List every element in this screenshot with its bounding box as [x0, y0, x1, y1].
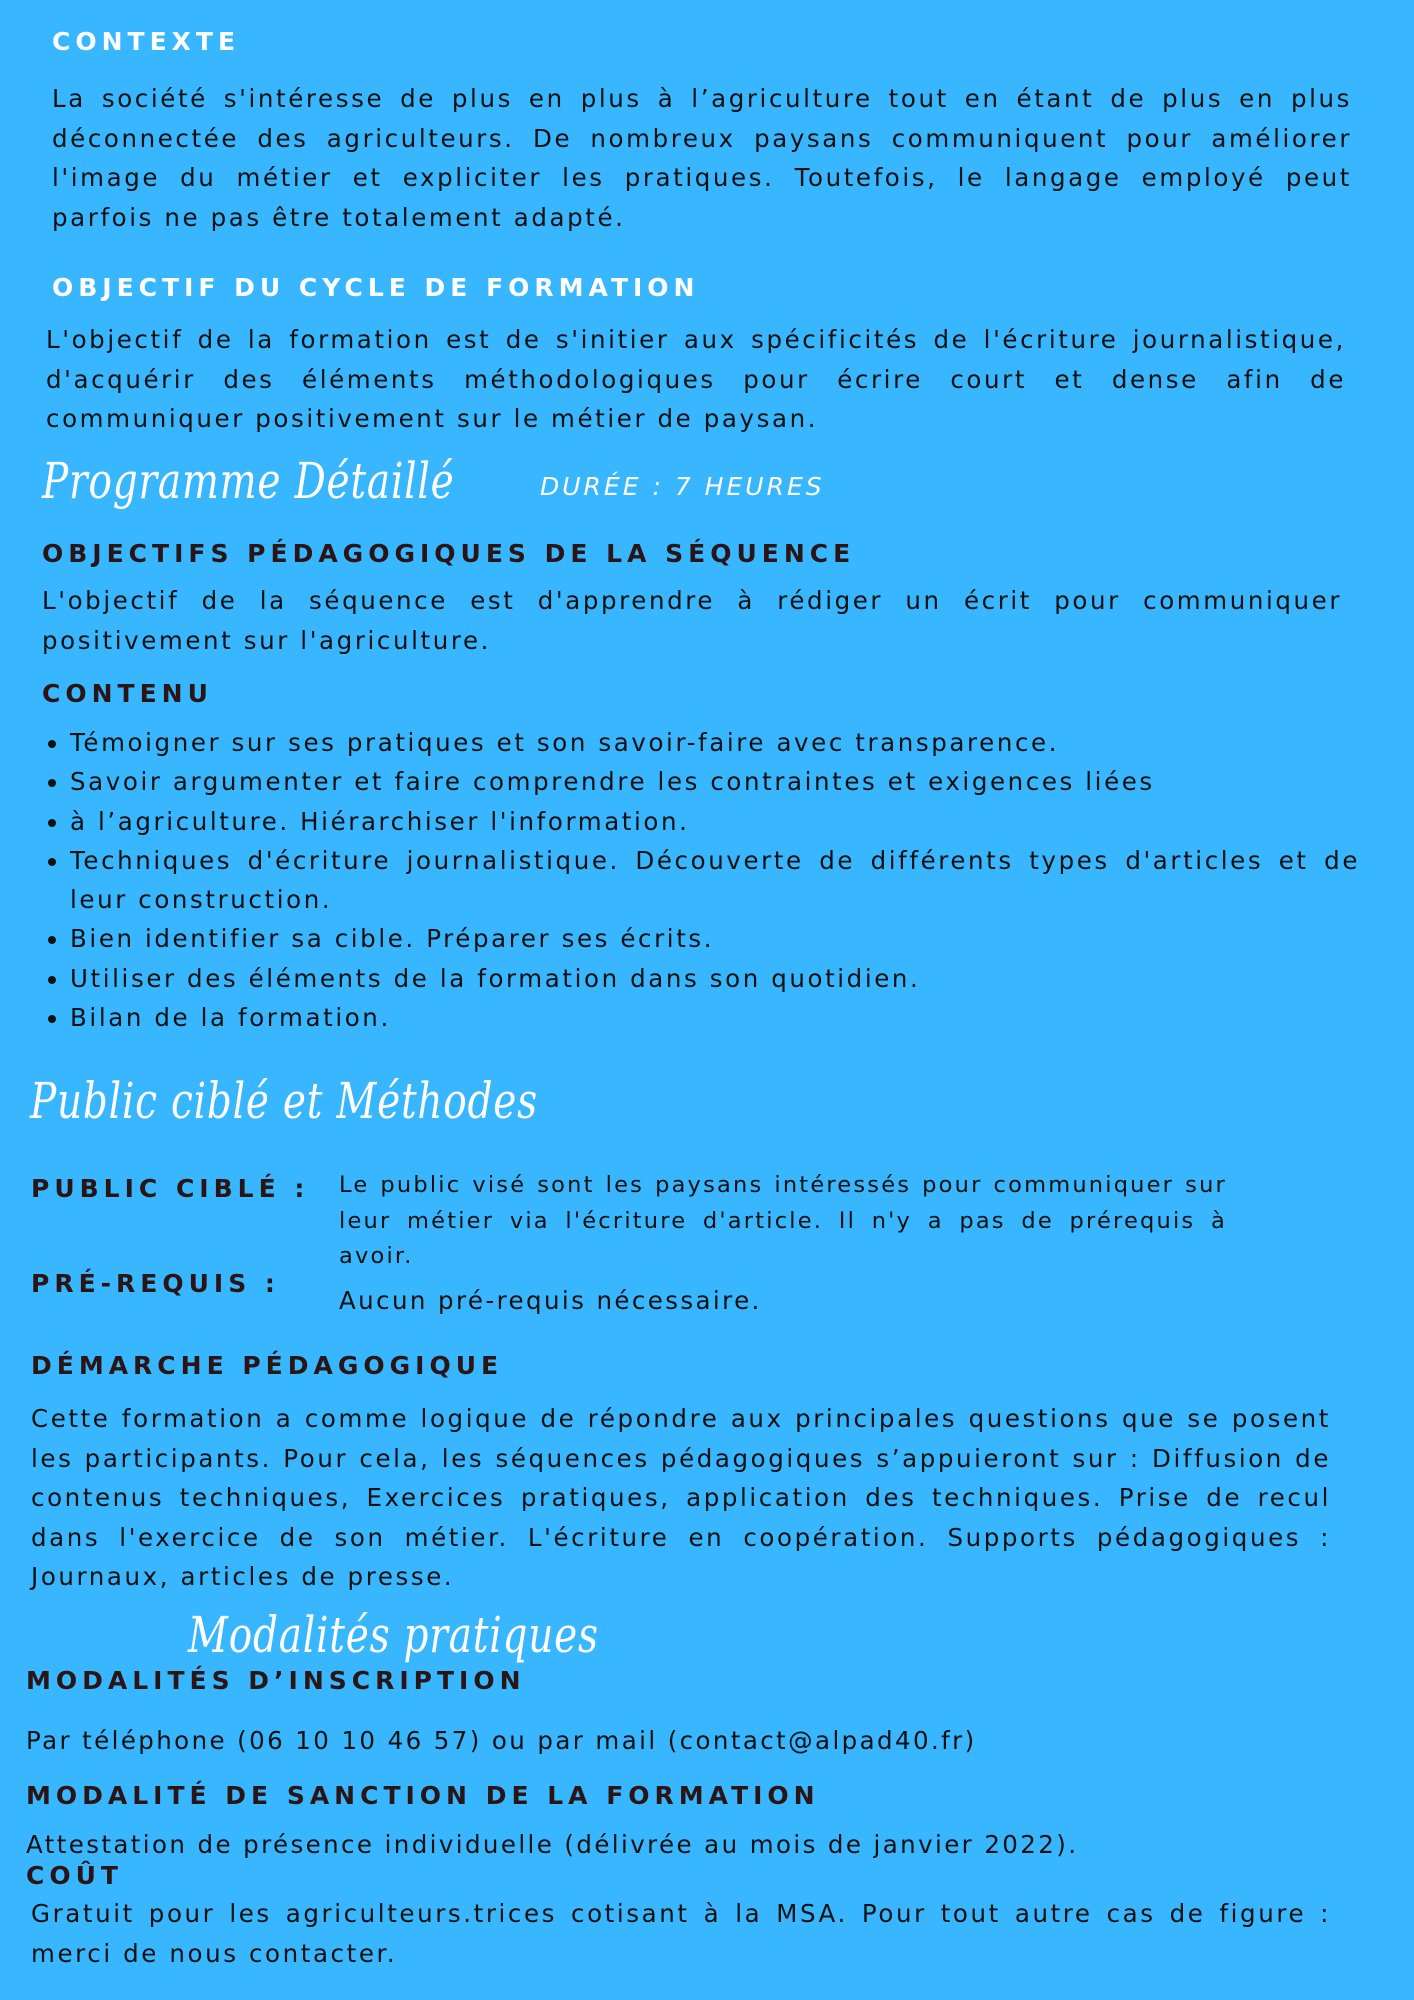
list-item: • Techniques d'écriture journalistique. Découverte de différents types d'articles et de leur construction. [70, 841, 1360, 920]
public-title: Public ciblé et Méthodes [30, 1072, 538, 1130]
contexte-paragraph: La société s'intéresse de plus en plus à l’agriculture tout en étant de plus en plus déconnectée des agriculteurs. De nombreux paysans communiquent pour améliorer l'image du métier et expliciter les pratiques. Toutefois, le langage employé peut parfois ne pas être totalement adapté. [52, 84, 1352, 232]
modalites-title: Modalités pratiques [188, 1606, 599, 1664]
cout-paragraph: Gratuit pour les agriculteurs.trices cotisant à la MSA. Pour tout autre cas de figure : merci de nous contacter. [31, 1899, 1331, 1968]
prerequis-label: PRÉ-REQUIS : [31, 1269, 280, 1298]
inscription-heading: MODALITÉS D’INSCRIPTION [26, 1666, 526, 1695]
contenu-heading: CONTENU [42, 679, 213, 708]
contenu-list-container [42, 723, 1360, 1037]
sanction-text: Attestation de présence individuelle (délivrée au mois de janvier 2022). [26, 1830, 1079, 1859]
list-item: • Bien identifier sa cible. Préparer ses écrits. [70, 919, 1360, 958]
public-cible-text: Le public visé sont les paysans intéressés pour communiquer sur leur métier via l'écriture d'article. Il n'y a pas de prérequis à avoir. [339, 1172, 1227, 1269]
list-item: • Bilan de la formation. [70, 998, 1360, 1037]
list-item: • Utiliser des éléments de la formation dans son quotidien. [70, 959, 1360, 998]
list-item: • Savoir argumenter et faire comprendre les contraintes et exigences liées [70, 762, 1360, 801]
objectifs-pedagogiques-paragraph: L'objectif de la séquence est d'apprendre à rédiger un écrit pour communiquer positivement sur l'agriculture. [42, 586, 1342, 655]
contenu-list [42, 723, 1360, 1037]
programme-title: Programme Détaillé [42, 452, 455, 510]
objectif-cycle-paragraph: L'objectif de la formation est de s'initier aux spécificités de l'écriture journalistique, d'acquérir des éléments méthodologiques pour écrire court et dense afin de communiquer positivement sur le métier de paysan. [46, 325, 1346, 433]
inscription-text: Par téléphone (06 10 10 46 57) ou par mail (contact@alpad40.fr) [26, 1726, 977, 1755]
prerequis-text: Aucun pré-requis nécessaire. [339, 1286, 762, 1315]
public-cible-label: PUBLIC CIBLÉ : [31, 1174, 310, 1203]
objectifs-pedagogiques-heading: OBJECTIFS PÉDAGOGIQUES DE LA SÉQUENCE [42, 539, 856, 568]
duree-label: DURÉE : 7 HEURES [540, 472, 825, 501]
contexte-heading: CONTEXTE [52, 27, 241, 56]
demarche-heading: DÉMARCHE PÉDAGOGIQUE [31, 1351, 504, 1380]
list-item: • Témoigner sur ses pratiques et son savoir-faire avec transparence. [70, 723, 1360, 762]
demarche-paragraph: Cette formation a comme logique de répondre aux principales questions que se posent les participants. Pour cela, les séquences pédagogiques s’appuieront sur : Diffusion de contenus techniques, Exercices pratiques, application des techniques. Prise de recul dans l'exercice de son métier. L'écriture en coopération. Supports pédagogiques : Journaux, articles de presse. [31, 1404, 1331, 1591]
sanction-heading: MODALITÉ DE SANCTION DE LA FORMATION [26, 1781, 820, 1810]
objectif-cycle-heading: OBJECTIF DU CYCLE DE FORMATION [52, 273, 700, 302]
cout-heading: COÛT [26, 1861, 123, 1890]
list-item: • à l’agriculture. Hiérarchiser l'information. [70, 802, 1360, 841]
